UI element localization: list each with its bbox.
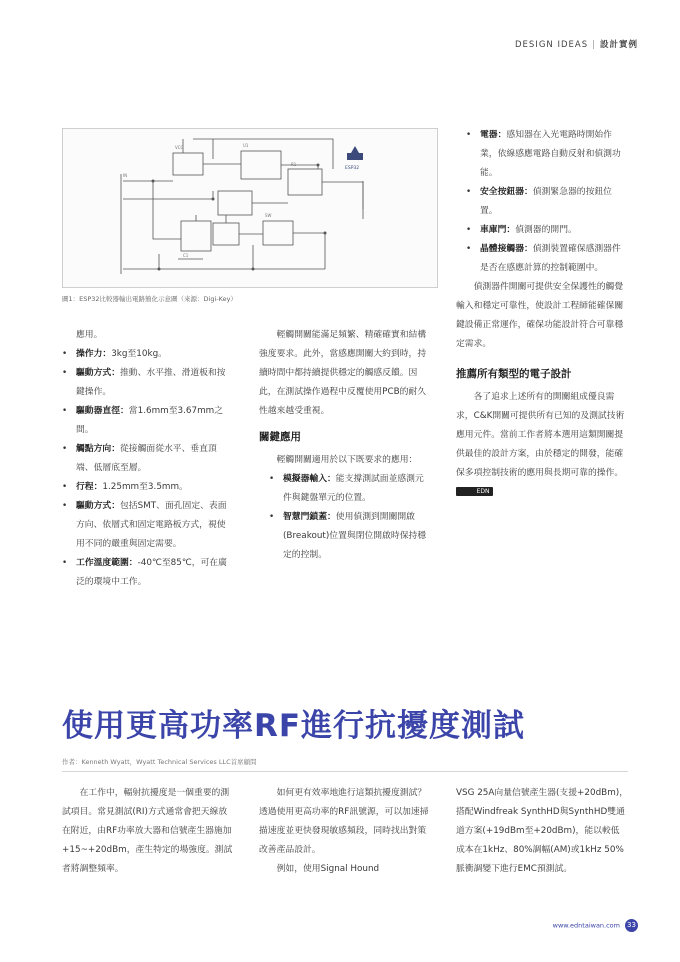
list-item: • 智慧門鎖蓋：使用偵測到開關開啟(Breakout)位置與閉位開啟時保持穩定的控制。 [269, 508, 431, 565]
page-number: 33 [625, 919, 638, 932]
article-col2b-text: 例如，使用Signal Hound [276, 864, 380, 874]
title-divider [62, 771, 628, 772]
list-item: • 驅動器直徑：當1.6mm至3.67mm之間。 [62, 402, 234, 440]
running-header: DESIGN IDEAS | 設計實例 [515, 40, 638, 50]
article-col3-text: VSG 25A向量信號產生器(支援+20dBm)，搭配Windfreak SynthHD與SynthHD雙通道方案(+19dBm至+20dBm)，能以較低成本在1kHz、80%調幅(AM)或1kHz 50%脈衝調變下進行EMC預測試。 [456, 788, 628, 874]
svg-text:VCC: VCC [175, 145, 184, 150]
list-item: • 觸點方向：從接觸面從水平、垂直頂端、低層底至層。 [62, 440, 234, 478]
col1-spec-list [62, 345, 234, 592]
figure-logo-text: ESP32 [345, 166, 360, 171]
section-heading-all-designs: 推薦所有類型的電子設計 [456, 368, 572, 380]
col3-app-list [456, 126, 628, 278]
article-column-3 [456, 784, 628, 902]
section-heading-key-applications: 關鍵應用 [259, 431, 301, 443]
svg-text:IN: IN [123, 173, 128, 178]
list-item: • 驅動方式：包括SMT、面孔固定、表面方向、依層式和固定電路板方式，視使用不同的嚴重與固定需要。 [62, 497, 234, 554]
col2-intro: 輕觸開關能滿足頻繁、精確確實和結構強度要求。此外，當感應開關大約到時，持續時間中都持續提供穩定的觸感反饋。因此，在測試操作過程中反覆使用PCB的耐久性越來越受重視。 [259, 330, 427, 416]
circuit-figure [62, 128, 438, 288]
article-column-1 [62, 784, 234, 902]
column-2 [259, 326, 431, 565]
circuit-diagram [63, 129, 437, 287]
col2-section-intro: 輕觸開關適用於以下既要求的應用： [276, 455, 418, 465]
svg-text:C1: C1 [183, 253, 189, 258]
list-item: • 工作溫度範圍：-40℃至85℃，可在廣泛的環境中工作。 [62, 554, 234, 592]
list-item: • 操作力：3kg至10kg。 [62, 345, 234, 364]
svg-text:SW: SW [265, 213, 272, 218]
header-section-zh: 設計實例 [599, 40, 638, 50]
page-footer [553, 919, 638, 932]
col2-app-list [259, 470, 431, 565]
article-column-2 [259, 784, 431, 902]
header-section: DESIGN IDEAS [515, 40, 589, 50]
article-col2-text: 如何更有效率地進行這類抗擾度測試？透過使用更高功率的RF訊號源，可以加速掃描速度並更快發現敏感頻段，同時找出對策改善產品設計。 [259, 788, 429, 855]
col1-lead: 應用。 [76, 330, 103, 340]
list-item: • 晶體接觸器：偵測裝置確保感測器件是否在感應計算的控制範圍中。 [466, 240, 628, 278]
column-1 [62, 326, 234, 592]
list-item: • 行程：1.25mm至3.5mm。 [62, 478, 234, 497]
list-item: • 安全按鈕器：偵測緊急器的按鈕位置。 [466, 183, 628, 221]
svg-text:R1: R1 [291, 162, 297, 167]
list-item: • 驅動方式：推動、水平推、滑道板和按鍵操作。 [62, 364, 234, 402]
col3-paragraph-1: 偵測器件開關可提供安全保護性的觸覺輸入和穩定可靠性，使設計工程師能確保關鍵設備正常運作，確保功能設計符合可靠穩定需求。 [456, 282, 624, 349]
list-item: • 模擬器輸入：能支撐測試面並感測元件與鍵盤單元的位置。 [269, 470, 431, 508]
end-mark-icon: EDN [456, 487, 493, 496]
article-title: 使用更高功率RF進行抗擾度測試 [62, 708, 526, 744]
figure-caption: 圖1：ESP32比較器輸出電路簡化示意圖（來源：Digi-Key） [62, 295, 237, 303]
column-3 [456, 126, 628, 502]
list-item: • 車庫門：偵測器的開門。 [466, 221, 628, 240]
svg-text:U1: U1 [243, 143, 249, 148]
footer-url[interactable]: www.edntaiwan.com [552, 921, 620, 930]
article-byline: 作者：Kenneth Wyatt，Wyatt Technical Services LLC首席顧問 [62, 758, 257, 766]
list-item: • 電器：感知器在入光電路時開始作業，依線感應電路自動反射和偵測功能。 [466, 126, 628, 183]
article-col1-text: 在工作中，輻射抗擾度是一個重要的測試項目。常見測試(RI)方式通常會把天線放在附近，由RF功率放大器和信號產生器施加+15~+20dBm，產生特定的場強度。測試者將調整頻率。 [62, 788, 233, 874]
col3-paragraph-2: 各了追求上述所有的開關組成優良需求，C&K開關可提供所有已知的及測試技術應用元件。當前工作者將本選用這類開關提供最佳的設計方案，由於穩定的開發，能確保多項控制技術的應用與長期可靠的操作。 EDN [456, 392, 625, 495]
